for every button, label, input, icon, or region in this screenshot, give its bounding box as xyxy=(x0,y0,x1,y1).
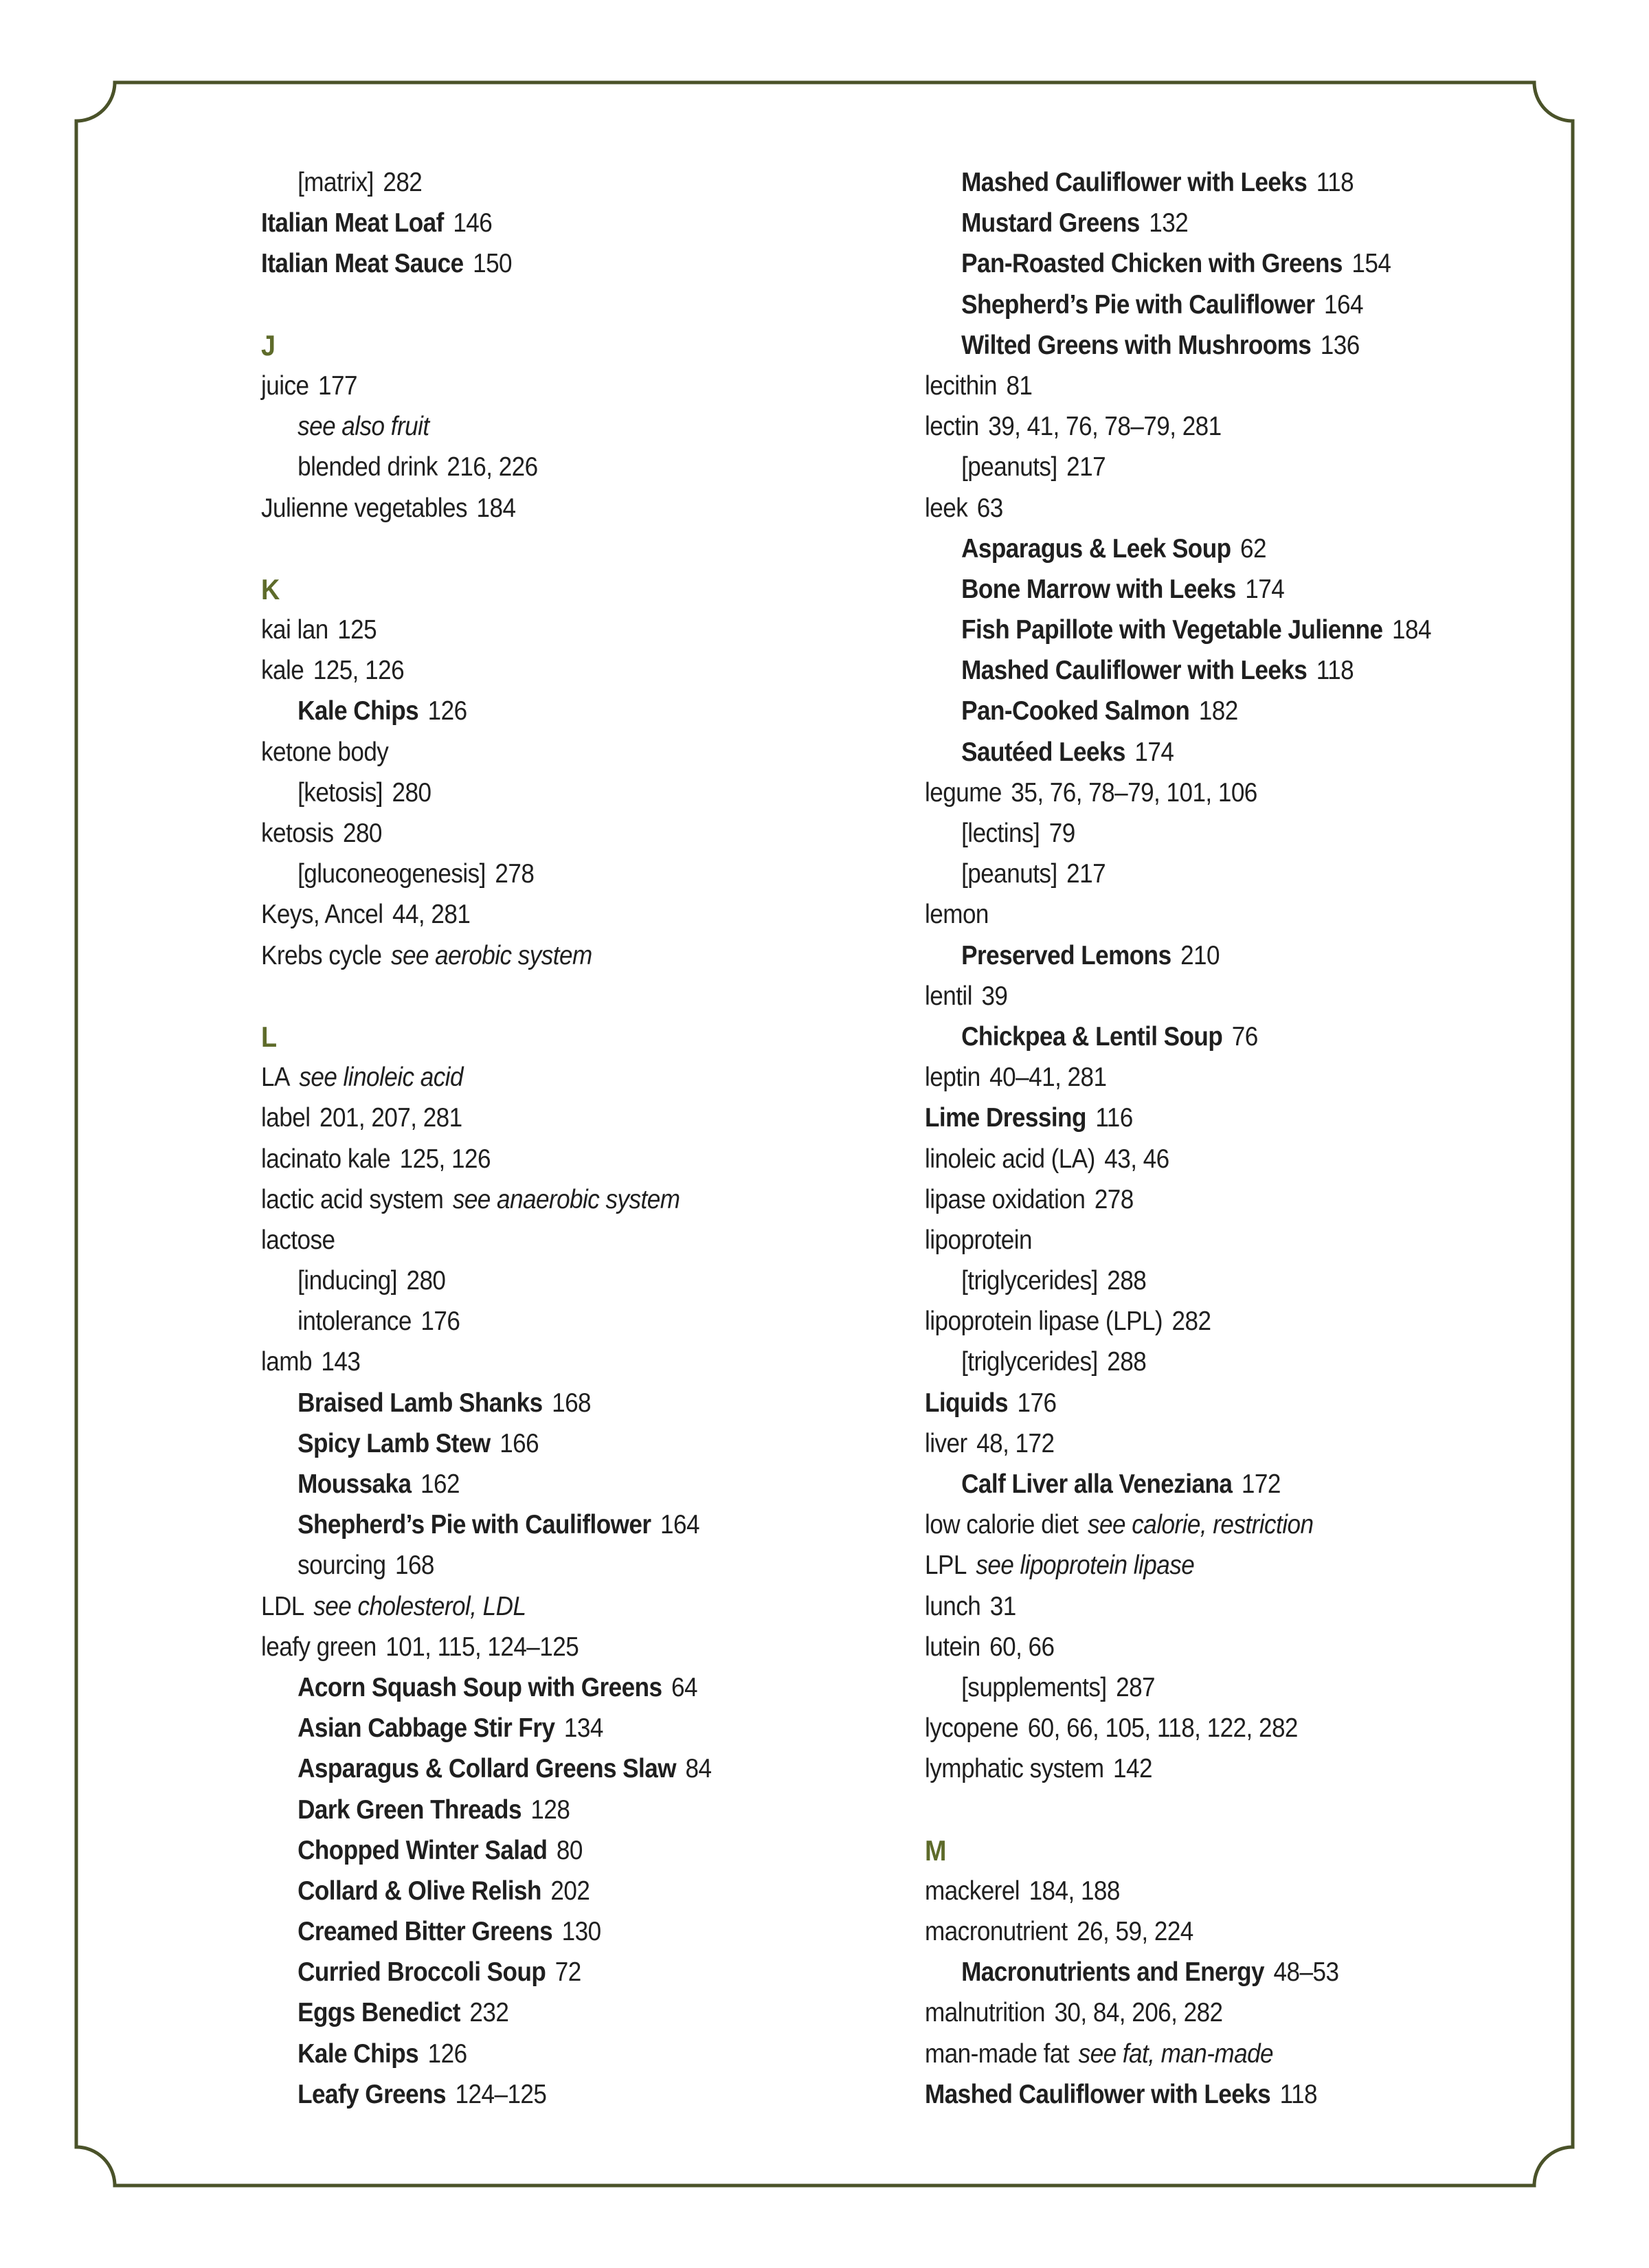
index-entry-italian-meat-loaf xyxy=(261,203,892,243)
index-entry-legume xyxy=(925,772,1556,813)
entry-term: low calorie diet xyxy=(925,1510,1079,1540)
entry-pages: 176 xyxy=(1017,1388,1057,1418)
entry-term: malnutrition xyxy=(925,1998,1045,2028)
entry-term: Kale Chips xyxy=(298,2038,419,2069)
entry-pages: 134 xyxy=(563,1713,603,1744)
entry-term: Acorn Squash Soup with Greens xyxy=(298,1672,662,1702)
entry-cross-reference: see aerobic system xyxy=(390,940,592,970)
entry-term: Dark Green Threads xyxy=(298,1794,521,1825)
index-subentry-leafy-greens xyxy=(261,2074,892,2115)
entry-pages: 48, 172 xyxy=(976,1428,1055,1458)
entry-pages: 44, 281 xyxy=(392,900,471,930)
entry-term: Leafy Greens xyxy=(298,2079,447,2109)
index-subentry-blended-drink xyxy=(261,447,892,487)
section-letter-j: J xyxy=(261,329,276,362)
entry-term: [inducing] xyxy=(298,1266,397,1296)
index-entry-lentil xyxy=(925,976,1556,1016)
index-subentry-curried-broccoli-soup xyxy=(261,1952,892,1992)
entry-pages: 288 xyxy=(1107,1347,1147,1377)
entry-pages: 118 xyxy=(1316,168,1354,197)
entry-term: lecithin xyxy=(925,370,997,401)
entry-term: kai lan xyxy=(261,615,328,645)
entry-term: [lectins] xyxy=(961,819,1040,848)
entry-term: ketosis xyxy=(261,819,334,848)
entry-term: Fish Papillote with Vegetable Julienne xyxy=(961,615,1383,645)
index-subentry-pan-cooked-salmon xyxy=(925,691,1556,731)
entry-term: LA xyxy=(261,1063,290,1093)
index-subentry-lectins xyxy=(925,813,1556,854)
entry-term: [matrix] xyxy=(298,168,374,197)
index-subentry-braised-lamb-shanks xyxy=(261,1383,892,1423)
entry-pages: 210 xyxy=(1180,940,1220,970)
entry-term: [triglycerides] xyxy=(961,1347,1098,1377)
index-subentry-inducing xyxy=(261,1260,892,1301)
entry-term: leptin xyxy=(925,1063,980,1093)
entry-pages: 282 xyxy=(383,168,423,197)
entry-pages: 150 xyxy=(473,249,513,279)
entry-pages: 282 xyxy=(1171,1307,1211,1337)
entry-pages: 84 xyxy=(685,1754,712,1784)
entry-pages: 124–125 xyxy=(455,2079,547,2109)
entry-term: Spicy Lamb Stew xyxy=(298,1428,491,1458)
entry-term: Asian Cabbage Stir Fry xyxy=(298,1713,555,1744)
entry-term: linoleic acid (LA) xyxy=(925,1144,1095,1174)
entry-pages: 81 xyxy=(1006,370,1033,401)
entry-term: Kale Chips xyxy=(298,696,419,726)
entry-pages: 125, 126 xyxy=(313,656,405,686)
index-subentry-peanuts xyxy=(925,447,1556,487)
entry-term: lactic acid system xyxy=(261,1184,444,1214)
entry-pages: 125, 126 xyxy=(399,1144,491,1174)
index-entry-ketone-body xyxy=(261,732,892,772)
entry-term: lamb xyxy=(261,1347,312,1377)
index-entry-macronutrient xyxy=(925,1911,1556,1952)
entry-pages: 164 xyxy=(1324,289,1363,320)
entry-term: LDL xyxy=(261,1591,304,1621)
entry-term: Pan-Cooked Salmon xyxy=(961,696,1190,726)
entry-pages: 125 xyxy=(337,615,377,645)
entry-pages: 168 xyxy=(394,1550,434,1581)
index-entry-italian-meat-sauce xyxy=(261,243,892,284)
index-subentry-saut-ed-leeks xyxy=(925,732,1556,772)
entry-term: lycopene xyxy=(925,1713,1019,1744)
index-entry-lutein xyxy=(925,1627,1556,1667)
entry-term: [triglycerides] xyxy=(961,1266,1098,1296)
index-subentry-kale-chips xyxy=(261,2034,892,2074)
index-subentry-shepherd-s-pie-with-cauliflower xyxy=(925,285,1556,325)
index-subentry-asparagus-leek-soup xyxy=(925,529,1556,569)
index-subentry-creamed-bitter-greens xyxy=(261,1911,892,1952)
entry-cross-reference: see cholesterol, LDL xyxy=(313,1591,526,1621)
index-subentry-gluconeogenesis xyxy=(261,854,892,894)
entry-term: Asparagus & Collard Greens Slaw xyxy=(298,1754,676,1784)
index-entry-liquids xyxy=(925,1383,1556,1423)
entry-term: lipase oxidation xyxy=(925,1184,1086,1214)
index-entry-lecithin xyxy=(925,366,1556,406)
index-subentry-triglycerides xyxy=(925,1260,1556,1301)
entry-pages: 168 xyxy=(552,1388,592,1418)
entry-pages: 280 xyxy=(342,819,382,848)
entry-term: Julienne vegetables xyxy=(261,493,468,523)
index-subentry-moussaka xyxy=(261,1464,892,1504)
entry-cross-reference: see calorie, restriction xyxy=(1088,1510,1314,1540)
index-subentry-chickpea-lentil-soup xyxy=(925,1016,1556,1057)
entry-term: kale xyxy=(261,656,304,686)
index-entry-lymphatic-system xyxy=(925,1748,1556,1789)
entry-pages: 64 xyxy=(671,1672,697,1702)
entry-term: LPL xyxy=(925,1550,967,1581)
index-subentry-eggs-benedict xyxy=(261,1992,892,2033)
index-subentry-kale-chips xyxy=(261,691,892,731)
entry-pages: 79 xyxy=(1048,819,1075,848)
entry-pages: 166 xyxy=(500,1428,539,1458)
entry-pages: 39 xyxy=(981,981,1008,1011)
index-entry-kai-lan xyxy=(261,610,892,650)
entry-pages: 118 xyxy=(1279,2079,1318,2109)
entry-term: macronutrient xyxy=(925,1917,1068,1947)
entry-pages: 128 xyxy=(530,1794,570,1825)
entry-term: see also fruit xyxy=(298,412,429,442)
index-subentry-mashed-cauliflower-with-leeks xyxy=(925,650,1556,691)
index-subentry-dark-green-threads xyxy=(261,1790,892,1830)
entry-pages: 39, 41, 76, 78–79, 281 xyxy=(988,412,1222,442)
index-entry-lipase-oxidation xyxy=(925,1179,1556,1220)
entry-pages: 43, 46 xyxy=(1104,1144,1169,1174)
entry-term: Moussaka xyxy=(298,1469,412,1499)
entry-term: Asparagus & Leek Soup xyxy=(961,533,1231,564)
entry-term: Macronutrients and Energy xyxy=(961,1957,1265,1988)
index-entry-keys-ancel xyxy=(261,894,892,935)
entry-term: Keys, Ancel xyxy=(261,900,383,930)
index-entry-juice xyxy=(261,366,892,406)
entry-term: Shepherd’s Pie with Cauliflower xyxy=(298,1510,651,1540)
index-entry-lemon xyxy=(925,894,1556,935)
entry-term: sourcing xyxy=(298,1550,386,1581)
entry-pages: 40–41, 281 xyxy=(989,1063,1107,1093)
section-letter-l: L xyxy=(261,1020,278,1053)
entry-pages: 164 xyxy=(660,1510,699,1540)
index-entry-lactic-acid-system xyxy=(261,1179,892,1220)
entry-cross-reference: see linoleic acid xyxy=(299,1063,463,1093)
index-column-right xyxy=(925,162,1626,2115)
entry-term: Creamed Bitter Greens xyxy=(298,1917,553,1947)
entry-pages: 280 xyxy=(392,777,431,808)
entry-pages: 76 xyxy=(1231,1021,1258,1052)
entry-term: [supplements] xyxy=(961,1672,1107,1702)
entry-pages: 130 xyxy=(561,1917,601,1947)
index-entry-lime-dressing xyxy=(925,1098,1556,1138)
index-entry-leafy-green xyxy=(261,1627,892,1667)
entry-term: lunch xyxy=(925,1591,981,1621)
entry-pages: 216, 226 xyxy=(447,452,538,482)
entry-pages: 136 xyxy=(1320,330,1360,360)
entry-term: Sautéed Leeks xyxy=(961,737,1125,767)
index-subentry-asparagus-collard-greens-slaw xyxy=(261,1748,892,1789)
entry-pages: 63 xyxy=(976,493,1003,523)
section-letter-k: K xyxy=(261,572,280,605)
entry-term: lutein xyxy=(925,1632,980,1662)
entry-pages: 174 xyxy=(1134,737,1174,767)
entry-pages: 154 xyxy=(1351,249,1391,279)
entry-pages: 126 xyxy=(427,696,467,726)
entry-term: Mashed Cauliflower with Leeks xyxy=(961,168,1308,197)
entry-term: leafy green xyxy=(261,1632,377,1662)
entry-term: lipoprotein lipase (LPL) xyxy=(925,1307,1163,1337)
entry-term: liver xyxy=(925,1428,967,1458)
index-subentry-triglycerides xyxy=(925,1342,1556,1382)
index-entry-lectin xyxy=(925,406,1556,447)
entry-pages: 116 xyxy=(1095,1103,1133,1133)
entry-pages: 278 xyxy=(495,859,535,889)
entry-term: Liquids xyxy=(925,1388,1009,1418)
entry-pages: 80 xyxy=(556,1835,583,1865)
entry-pages: 278 xyxy=(1094,1184,1134,1214)
entry-pages: 184, 188 xyxy=(1029,1876,1120,1906)
index-entry-leptin xyxy=(925,1057,1556,1098)
index-entry-kale xyxy=(261,650,892,691)
entry-term: Eggs Benedict xyxy=(298,1998,460,2028)
entry-pages: 217 xyxy=(1066,452,1106,482)
entry-pages: 162 xyxy=(420,1469,460,1499)
entry-term: Preserved Lemons xyxy=(961,940,1171,970)
index-subentry-bone-marrow-with-leeks xyxy=(925,569,1556,610)
entry-term: lacinato kale xyxy=(261,1144,391,1174)
entry-term: Chopped Winter Salad xyxy=(298,1835,548,1865)
entry-pages: 30, 84, 206, 282 xyxy=(1054,1998,1223,2028)
index-entry-liver xyxy=(925,1423,1556,1464)
entry-term: Mashed Cauliflower with Leeks xyxy=(925,2079,1271,2109)
entry-pages: 60, 66, 105, 118, 122, 282 xyxy=(1027,1713,1298,1744)
entry-pages: 132 xyxy=(1149,208,1189,238)
index-subentry-wilted-greens-with-mushrooms xyxy=(925,325,1556,366)
entry-term: Lime Dressing xyxy=(925,1103,1086,1133)
index-entry-linoleic-acid-la xyxy=(925,1139,1556,1179)
entry-cross-reference: see anaerobic system xyxy=(452,1184,680,1214)
index-subentry-asian-cabbage-stir-fry xyxy=(261,1708,892,1748)
index-entry-man-made-fat xyxy=(925,2034,1556,2074)
index-subentry-chopped-winter-salad xyxy=(261,1830,892,1871)
entry-term: lemon xyxy=(925,900,989,930)
index-entry-la xyxy=(261,1057,892,1098)
index-subentry-shepherd-s-pie-with-cauliflower xyxy=(261,1504,892,1545)
entry-term: mackerel xyxy=(925,1876,1020,1906)
entry-pages: 60, 66 xyxy=(989,1632,1055,1662)
entry-pages: 48–53 xyxy=(1273,1957,1339,1988)
index-entry-lipoprotein-lipase-lpl xyxy=(925,1301,1556,1342)
index-entry-lunch xyxy=(925,1586,1556,1627)
entry-pages: 202 xyxy=(550,1876,590,1906)
entry-term: lectin xyxy=(925,412,979,442)
entry-term: [peanuts] xyxy=(961,452,1057,482)
entry-pages: 126 xyxy=(427,2038,467,2069)
entry-pages: 31 xyxy=(989,1591,1016,1621)
index-subentry-mustard-greens xyxy=(925,203,1556,243)
entry-term: blended drink xyxy=(298,452,438,482)
index-entry-lamb xyxy=(261,1342,892,1382)
entry-pages: 182 xyxy=(1198,696,1238,726)
entry-pages: 35, 76, 78–79, 101, 106 xyxy=(1011,777,1257,808)
entry-term: juice xyxy=(261,370,309,401)
entry-term: Pan-Roasted Chicken with Greens xyxy=(961,249,1343,279)
entry-term: [peanuts] xyxy=(961,859,1057,889)
index-subentry-fish-papillote-with-vegetable-julienne xyxy=(925,610,1556,650)
index-subentry-mashed-cauliflower-with-leeks xyxy=(925,162,1556,203)
entry-term: [gluconeogenesis] xyxy=(298,859,486,889)
index-entry-krebs-cycle xyxy=(261,935,892,976)
entry-pages: 184 xyxy=(1391,615,1431,645)
index-entry-mackerel xyxy=(925,1871,1556,1911)
entry-pages: 118 xyxy=(1316,656,1354,686)
entry-pages: 143 xyxy=(321,1347,361,1377)
index-entry-leek xyxy=(925,488,1556,529)
entry-pages: 174 xyxy=(1245,574,1285,604)
entry-term: label xyxy=(261,1103,311,1133)
entry-pages: 26, 59, 224 xyxy=(1077,1917,1193,1947)
entry-term: Chickpea & Lentil Soup xyxy=(961,1021,1223,1052)
entry-term: Calf Liver alla Veneziana xyxy=(961,1469,1233,1499)
entry-pages: 62 xyxy=(1240,533,1266,564)
entry-pages: 172 xyxy=(1241,1469,1281,1499)
index-subentry-collard-olive-relish xyxy=(261,1871,892,1911)
entry-pages: 146 xyxy=(453,208,493,238)
index-subentry-sourcing xyxy=(261,1545,892,1586)
index-entry-lipoprotein xyxy=(925,1220,1556,1260)
index-entry-lactose xyxy=(261,1220,892,1260)
entry-term: Krebs cycle xyxy=(261,940,382,970)
entry-pages: 101, 115, 124–125 xyxy=(385,1632,579,1662)
index-entry-lpl xyxy=(925,1545,1556,1586)
entry-term: Collard & Olive Relish xyxy=(298,1876,541,1906)
entry-pages: 184 xyxy=(476,493,516,523)
entry-term: Italian Meat Sauce xyxy=(261,249,464,279)
index-subentry-acorn-squash-soup-with-greens xyxy=(261,1667,892,1708)
entry-term: Mashed Cauliflower with Leeks xyxy=(961,656,1308,686)
entry-term: lentil xyxy=(925,981,972,1011)
index-subentry-pan-roasted-chicken-with-greens xyxy=(925,243,1556,284)
index-subentry-preserved-lemons xyxy=(925,935,1556,976)
section-letter-m: M xyxy=(925,1834,947,1867)
entry-term: Wilted Greens with Mushrooms xyxy=(961,330,1312,360)
entry-pages: 288 xyxy=(1107,1266,1147,1296)
entry-pages: 232 xyxy=(469,1998,509,2028)
index-entry-ketosis xyxy=(261,813,892,854)
index-entry-lycopene xyxy=(925,1708,1556,1748)
entry-term: leek xyxy=(925,493,968,523)
index-subentry-ketosis xyxy=(261,772,892,813)
entry-pages: 142 xyxy=(1113,1754,1152,1784)
index-entry-label xyxy=(261,1098,892,1138)
entry-pages: 280 xyxy=(406,1266,446,1296)
entry-term: intolerance xyxy=(298,1307,412,1337)
entry-term: Mustard Greens xyxy=(961,208,1140,238)
entry-term: Curried Broccoli Soup xyxy=(298,1957,546,1988)
index-entry-lacinato-kale xyxy=(261,1139,892,1179)
index-entry-malnutrition xyxy=(925,1992,1556,2033)
entry-term: ketone body xyxy=(261,737,389,767)
entry-term: lactose xyxy=(261,1225,335,1255)
entry-pages: 72 xyxy=(554,1957,581,1988)
index-subentry-see-also-fruit xyxy=(261,406,892,447)
entry-term: Italian Meat Loaf xyxy=(261,208,444,238)
index-entry-julienne-vegetables xyxy=(261,488,892,529)
index-subentry-peanuts xyxy=(925,854,1556,894)
entry-term: lymphatic system xyxy=(925,1754,1104,1784)
index-entry-mashed-cauliflower-with-leeks xyxy=(925,2074,1556,2115)
index-subentry-supplements xyxy=(925,1667,1556,1708)
entry-term: lipoprotein xyxy=(925,1225,1033,1255)
entry-term: man-made fat xyxy=(925,2038,1070,2069)
index-subentry-calf-liver-alla-veneziana xyxy=(925,1464,1556,1504)
index-subentry-macronutrients-and-energy xyxy=(925,1952,1556,1992)
entry-cross-reference: see fat, man-made xyxy=(1078,2038,1274,2069)
index-entry-low-calorie-diet xyxy=(925,1504,1556,1545)
entry-pages: 217 xyxy=(1066,859,1106,889)
entry-pages: 287 xyxy=(1116,1672,1156,1702)
index-column-left xyxy=(261,162,962,2115)
index-entry-ldl xyxy=(261,1586,892,1627)
index-subentry-intolerance xyxy=(261,1301,892,1342)
index-subentry-matrix xyxy=(261,162,892,203)
entry-term: Braised Lamb Shanks xyxy=(298,1388,543,1418)
entry-pages: 176 xyxy=(420,1307,460,1337)
entry-cross-reference: see lipoprotein lipase xyxy=(976,1550,1195,1581)
entry-term: [ketosis] xyxy=(298,777,383,808)
entry-term: Bone Marrow with Leeks xyxy=(961,574,1236,604)
index-subentry-spicy-lamb-stew xyxy=(261,1423,892,1464)
entry-term: Shepherd’s Pie with Cauliflower xyxy=(961,289,1315,320)
entry-pages: 201, 207, 281 xyxy=(319,1103,462,1133)
entry-term: legume xyxy=(925,777,1002,808)
entry-pages: 177 xyxy=(317,370,357,401)
